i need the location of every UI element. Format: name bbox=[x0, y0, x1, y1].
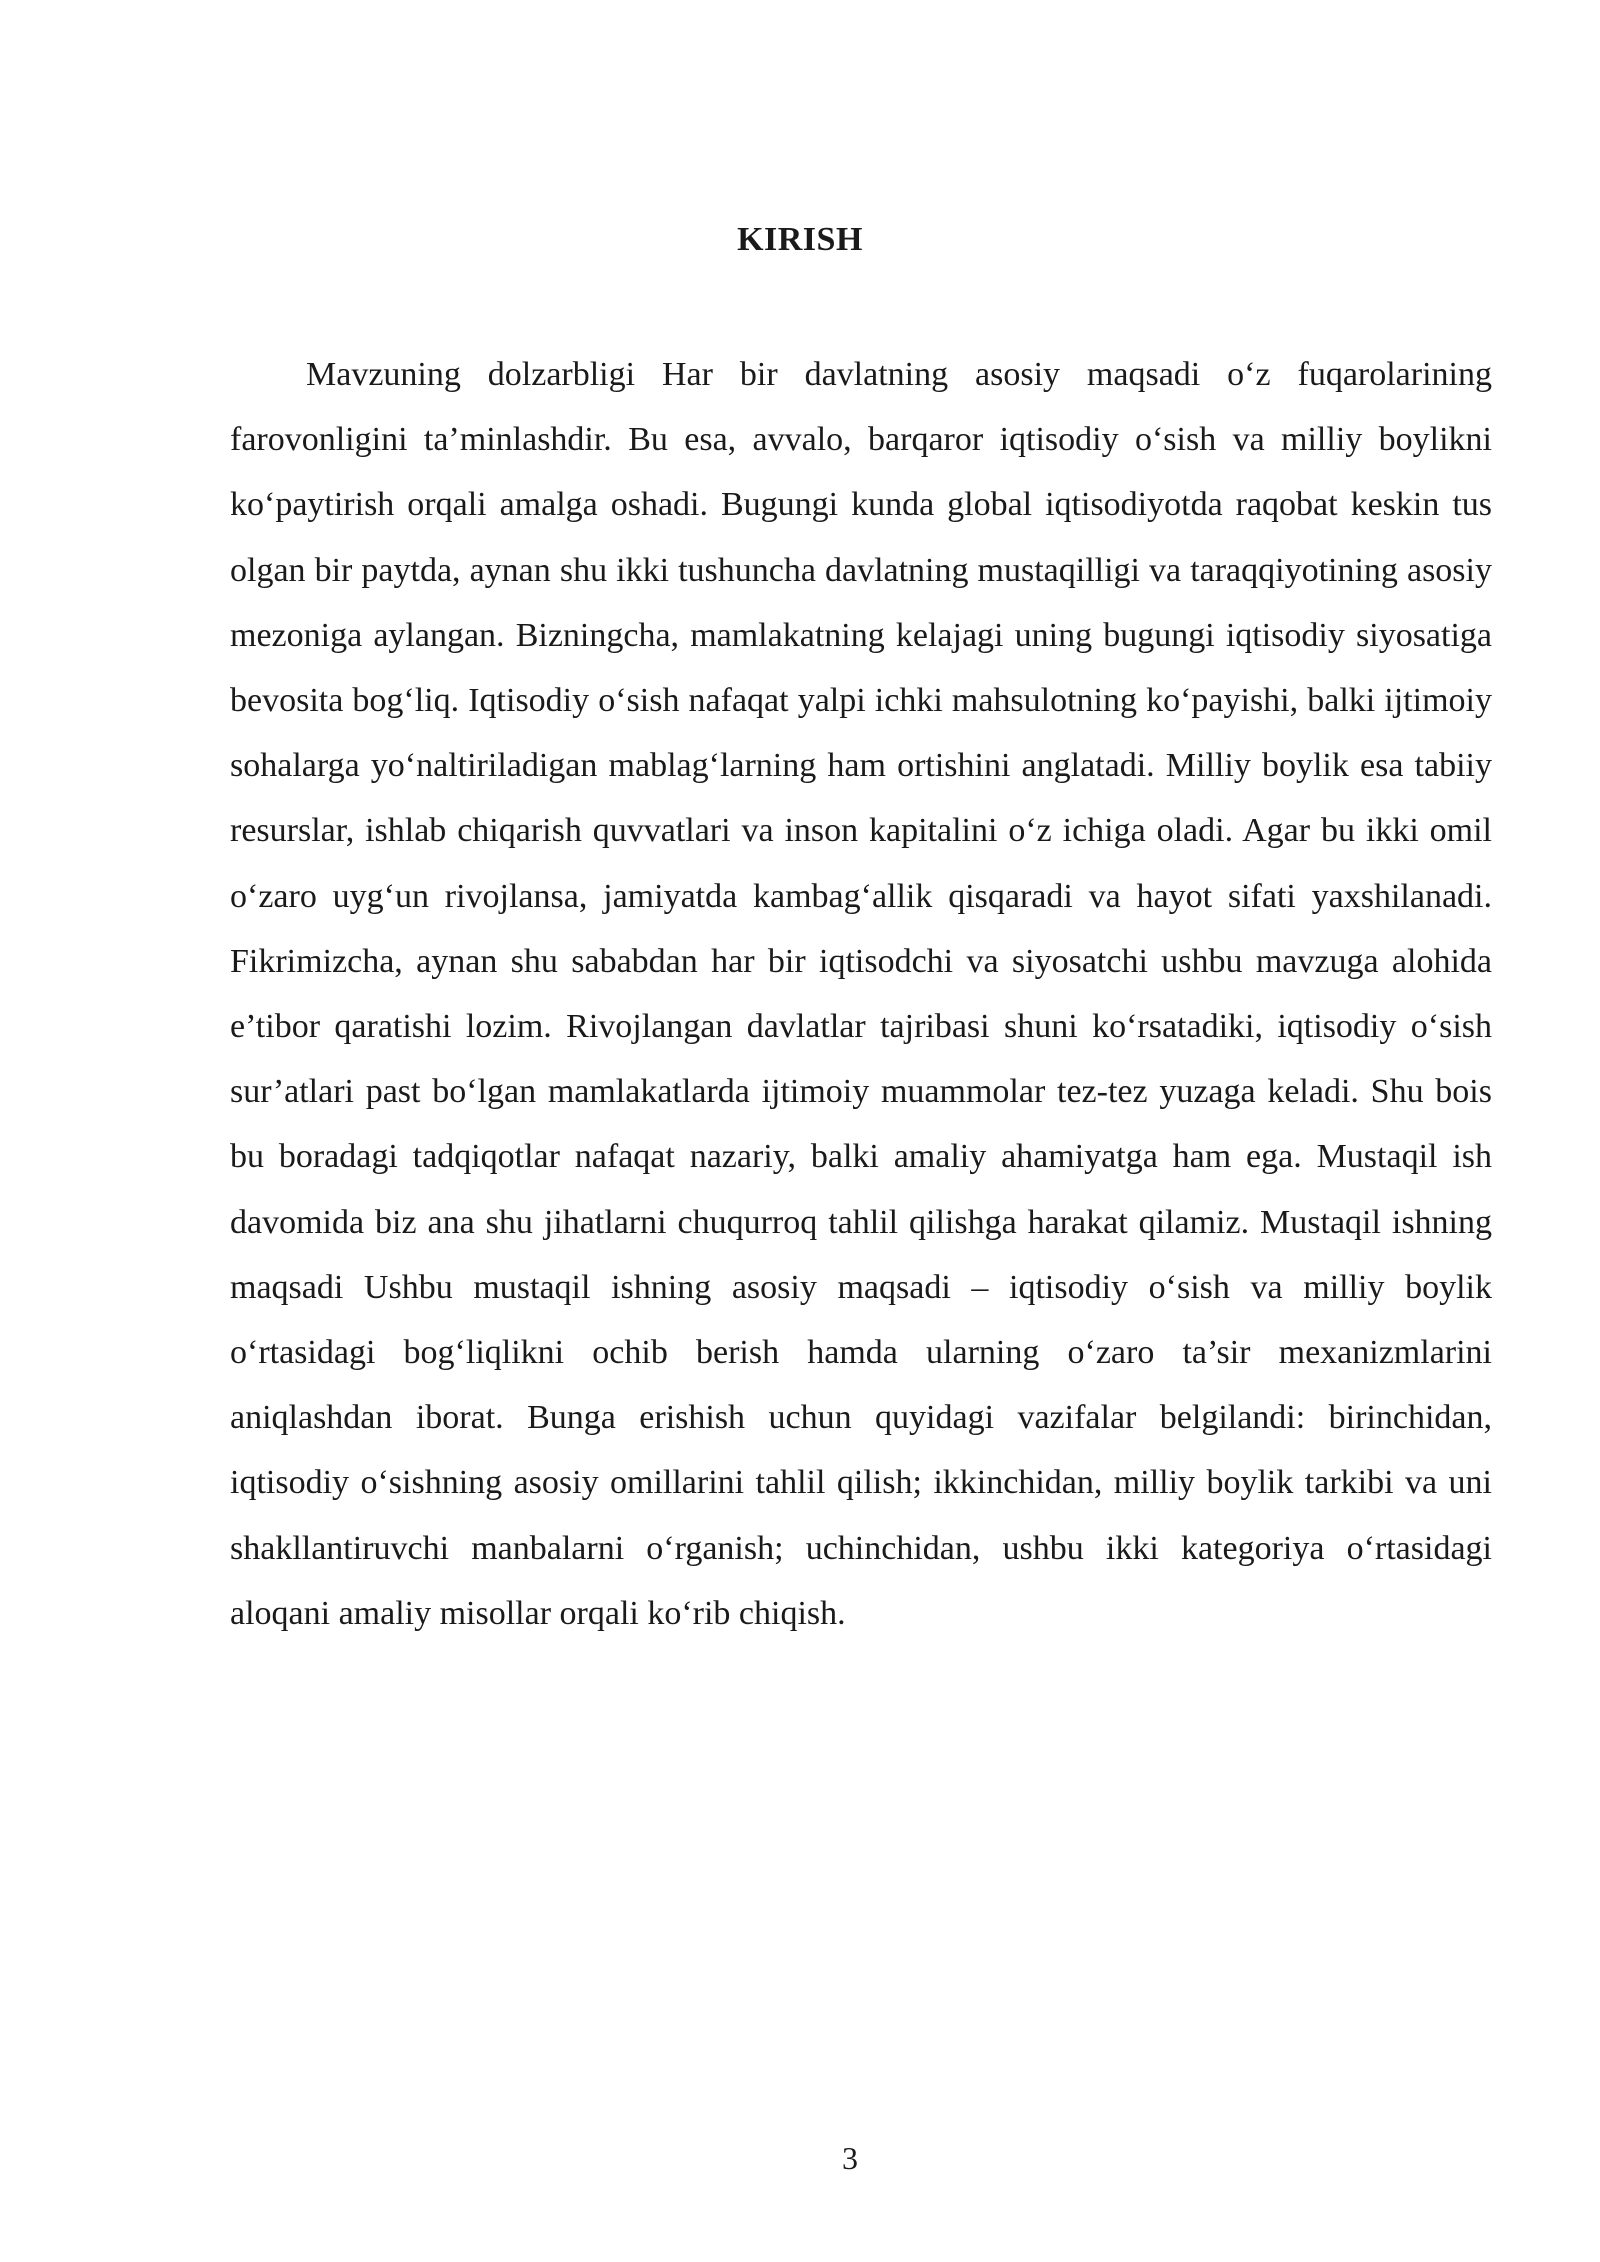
page-number: 3 bbox=[842, 2140, 858, 2176]
body-paragraph: Mavzuning dolzarbligi Har bir davlatning asosiy maqsadi o‘z fuqarolarining farovonligini ta’minlashdir. Bu esa, avvalo, barqaror iqtisodiy o‘sish va milliy boylikni ko‘paytirish orqali amalga oshadi. Bugungi kunda global iqtisodiyotda raqobat keskin tus olgan bir paytda, aynan shu ikki tushuncha davlatning mustaqilligi va taraqqiyotining asosiy mezoniga aylangan. Bizningcha, mamlakatning kelajagi uning bugungi iqtisodiy siyosatiga bevosita bog‘liq. Iqtisodiy o‘sish nafaqat yalpi ichki mahsulotning ko‘payishi, balki ijtimoiy sohalarga yo‘naltiriladigan mablag‘larning ham ortishini anglatadi. Milliy boylik esa tabiiy resurslar, ishlab chiqarish quvvatlari va inson kapitalini o‘z ichiga oladi. Agar bu ikki omil o‘zaro uyg‘un rivojlansa, jamiyatda kambag‘allik qisqaradi va hayot sifati yaxshilanadi. Fikrimizcha, aynan shu sababdan har bir iqtisodchi va siyosatchi ushbu mavzuga alohida e’tibor qaratishi lozim. Rivojlangan davlatlar tajribasi shuni ko‘rsatadiki, iqtisodiy o‘sish sur’atlari past bo‘lgan mamlakatlarda ijtimoiy muammolar tez-tez yuzaga keladi. Shu bois bu boradagi tadqiqotlar nafaqat nazariy, balki amaliy ahamiyatga ham ega. Mustaqil ish davomida biz ana shu jihatlarni chuqurroq tahlil qilishga harakat qilamiz. Mustaqil ishning maqsadi Ushbu mustaqil ishning asosiy maqsadi – iqtisodiy o‘sish va milliy boylik o‘rtasidagi bog‘liqlikni ochib berish hamda ularning o‘zaro ta’sir mexanizmlarini aniqlashdan iborat. Bunga erishish uchun quyidagi vazifalar belgilandi: birinchidan, iqtisodiy o‘sishning asosiy omillarini tahlil qilish; ikkinchidan, milliy boylik tarkibi va uni shakllantiruvchi manbalarni o‘rganish; uchinchidan, ushbu ikki kategoriya o‘rtasidagi aloqani amaliy misollar orqali ko‘rib chiqish. bbox=[230, 356, 1492, 1632]
section-heading: KIRISH bbox=[737, 221, 863, 258]
